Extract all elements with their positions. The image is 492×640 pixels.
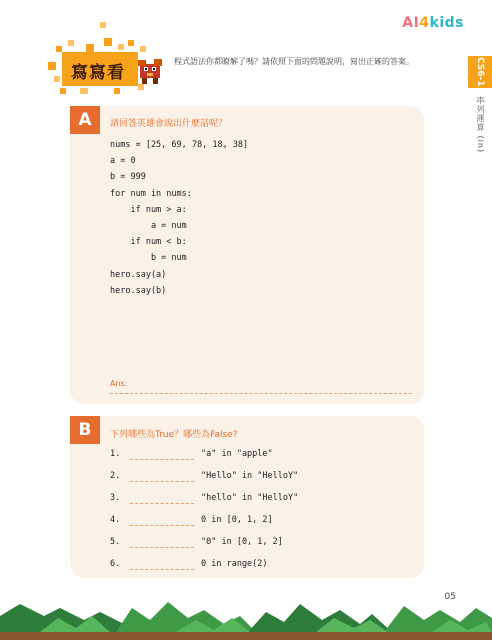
forest-footer-decoration <box>0 598 492 640</box>
item-expression: "hello" in "HelloY" <box>201 493 299 503</box>
item-number: 4. <box>110 515 121 525</box>
item-number: 5. <box>110 537 121 547</box>
brand-part-4: 4 <box>419 15 430 31</box>
item-expression: 0 in [0, 1, 2] <box>201 515 273 525</box>
code-line: b = num <box>110 253 187 264</box>
answer-blank[interactable] <box>130 569 194 570</box>
code-line: b = 999 <box>110 172 146 183</box>
section-b-question: 下列哪些為True？哪些為False? <box>110 430 238 440</box>
brand-part-kids: kids <box>429 15 464 31</box>
item-number: 2. <box>110 471 121 481</box>
answer-blank[interactable] <box>130 525 194 526</box>
code-line: if num > a: <box>110 204 187 215</box>
section-a-question: 請回答英雄會說出什麼話呢？ <box>110 119 228 129</box>
code-line: a = 0 <box>110 156 136 167</box>
answer-blank[interactable] <box>130 481 194 482</box>
item-number: 3. <box>110 493 121 503</box>
item-expression: "a" in "apple" <box>201 449 273 459</box>
item-expression: "0" in [0, 1, 2] <box>201 537 283 547</box>
code-line: a = num <box>110 220 187 231</box>
item-expression: 0 in range(2) <box>201 559 268 569</box>
answer-label: Ans: <box>110 379 128 388</box>
item-expression: "Hello" in "HelloY" <box>201 471 299 481</box>
side-tab-subtitle: 串列運算 (in) <box>476 96 485 154</box>
mascot-icon <box>136 56 164 86</box>
brand-logo <box>402 15 464 31</box>
title-banner <box>62 52 138 86</box>
answer-blank[interactable] <box>130 459 194 460</box>
brand-part-ai: AI <box>402 15 420 31</box>
banner-title: 寫寫看 <box>71 63 125 83</box>
code-line: if num < b: <box>110 237 187 248</box>
answer-blank[interactable] <box>110 393 412 394</box>
item-number: 6. <box>110 559 121 569</box>
answer-blank[interactable] <box>130 547 194 548</box>
code-line: hero.say(b) <box>110 285 167 296</box>
code-block <box>110 137 248 299</box>
item-number: 1. <box>110 449 121 459</box>
section-b-badge: B <box>70 416 100 444</box>
intro-text: 程式語法你都瞭解了嗎？請依照下面的問題說明，寫出正確的答案。 <box>174 57 414 66</box>
code-line: hero.say(a) <box>110 269 167 280</box>
code-line: nums = [25, 69, 78, 18, 38] <box>110 140 249 150</box>
page-number: 05 <box>444 592 456 602</box>
section-a-badge: A <box>70 106 100 134</box>
code-line: for num in nums: <box>110 188 192 199</box>
answer-blank[interactable] <box>130 503 194 504</box>
side-tab-code: CS6-1 <box>475 57 485 87</box>
